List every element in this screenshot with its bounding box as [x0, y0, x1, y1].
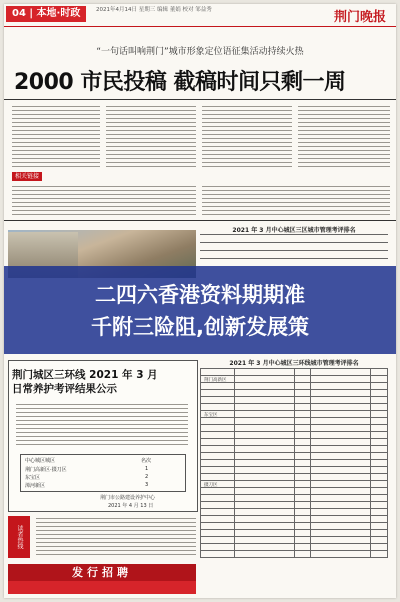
grid-col-1 — [200, 368, 201, 558]
table-row-label-2: 东宝区 — [204, 413, 218, 418]
masthead — [4, 4, 396, 26]
article-headline: 2000 市民投稿 截稿时间只剩一周 — [14, 70, 346, 95]
notice-body — [16, 404, 188, 448]
section-tag: 04 | 本地·时政 — [6, 6, 86, 22]
overlay-banner[interactable] — [4, 266, 396, 354]
table-row-label-3: 掇刀区 — [204, 483, 218, 488]
article-column-4 — [298, 106, 390, 170]
notice-row-3-rank: 3 — [145, 482, 149, 488]
hotline-text — [36, 518, 196, 558]
table-row-label-1: 荆门高新区 — [204, 378, 227, 383]
ranking-table-title: 2021 年 3 月中心城区三区城市管理考评排名 — [232, 227, 356, 234]
newspaper-logo: 荆门晚报 — [333, 10, 386, 25]
notice-row-2-rank: 2 — [145, 474, 149, 480]
article-column-1 — [12, 106, 100, 170]
article-lower-right — [202, 186, 390, 218]
notice-title-line-1: 荆门城区三环线 2021 年 3 月 — [12, 369, 158, 381]
grid-col-4 — [310, 368, 311, 558]
banner-line-1: 二四六香港资料期期准 — [95, 283, 305, 307]
grid-col-5 — [370, 368, 371, 558]
grid-col-2 — [234, 368, 235, 558]
notice-title-line-2: 日常养护考评结果公示 — [12, 383, 117, 395]
recruitment-ad-title: 发行招聘 — [8, 564, 196, 581]
notice-signature: 荆门市公路建设养护中心 — [100, 495, 156, 501]
notice-table — [20, 454, 186, 492]
notice-col-1: 中心城区城区 — [25, 458, 56, 464]
notice-date: 2021 年 4 月 13 日 — [108, 503, 154, 509]
related-link-tag: 相关链接 — [12, 172, 42, 181]
reader-hotline-tag: 读者热线 — [8, 516, 30, 558]
notice-row-3-name: 漳河新区 — [25, 483, 46, 489]
article-lower-left — [12, 186, 196, 218]
notice-row-1-rank: 1 — [145, 466, 149, 472]
ranking-table-upper — [200, 234, 388, 266]
notice-row-1-name: 荆门高新区·掇刀区 — [25, 467, 67, 473]
grid-col-6 — [387, 368, 388, 558]
section-rule — [4, 220, 396, 221]
newspaper-page — [4, 4, 396, 598]
headline-rule — [4, 99, 396, 100]
masthead-rule — [4, 26, 396, 27]
ranking-table-title-lower: 2021 年 3 月中心城区三环线城市管理考评排名 — [229, 360, 359, 367]
notice-row-2-name: 东宝区 — [25, 475, 41, 481]
notice-col-2: 名次 — [141, 458, 152, 464]
recruitment-ad — [8, 564, 196, 594]
article-column-3 — [202, 106, 292, 170]
dateline: 2021年4月14日 星期三 编辑 董娟 校对 邹益秀 — [96, 7, 212, 13]
article-column-2 — [106, 106, 196, 170]
article-subhead: “一句话叫响荆门”城市形象定位语征集活动持续火热 — [96, 47, 304, 57]
grid-col-3 — [294, 368, 295, 558]
banner-line-2: 千附三险阻,创新发展策 — [91, 315, 309, 339]
